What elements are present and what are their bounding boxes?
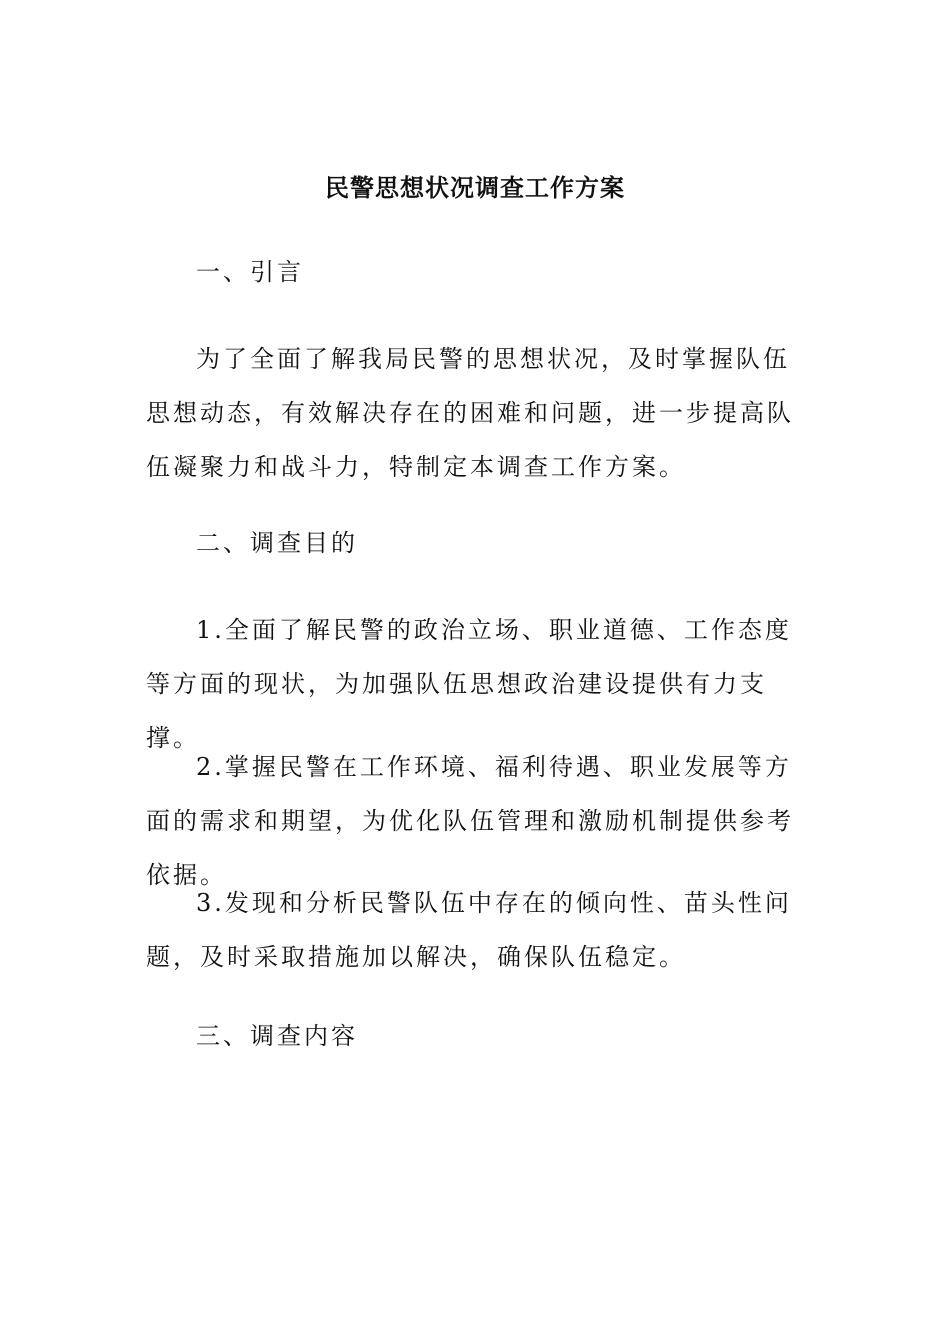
section-heading-intro: 一、引言 [196,258,304,286]
intro-paragraph: 为了全面了解我局民警的思想状况，及时掌握队伍思想动态，有效解决存在的困难和问题，进一步提高队伍凝聚力和战斗力，特制定本调查工作方案。 [146,345,794,481]
purpose-item-1: 1.全面了解民警的政治立场、职业道德、工作态度等方面的现状，为加强队伍思想政治建设提供有力支撑。 [146,616,792,752]
section-heading-purpose: 二、调查目的 [196,529,358,557]
section-heading-content: 三、调查内容 [196,1022,358,1050]
purpose-item-3: 3.发现和分析民警队伍中存在的倾向性、苗头性问题，及时采取措施加以解决，确保队伍稳定。 [146,889,792,971]
purpose-item-2: 2.掌握民警在工作环境、福利待遇、职业发展等方面的需求和期望，为优化队伍管理和激励机制提供参考依据。 [146,753,794,889]
document-title: 民警思想状况调查工作方案 [325,173,625,202]
